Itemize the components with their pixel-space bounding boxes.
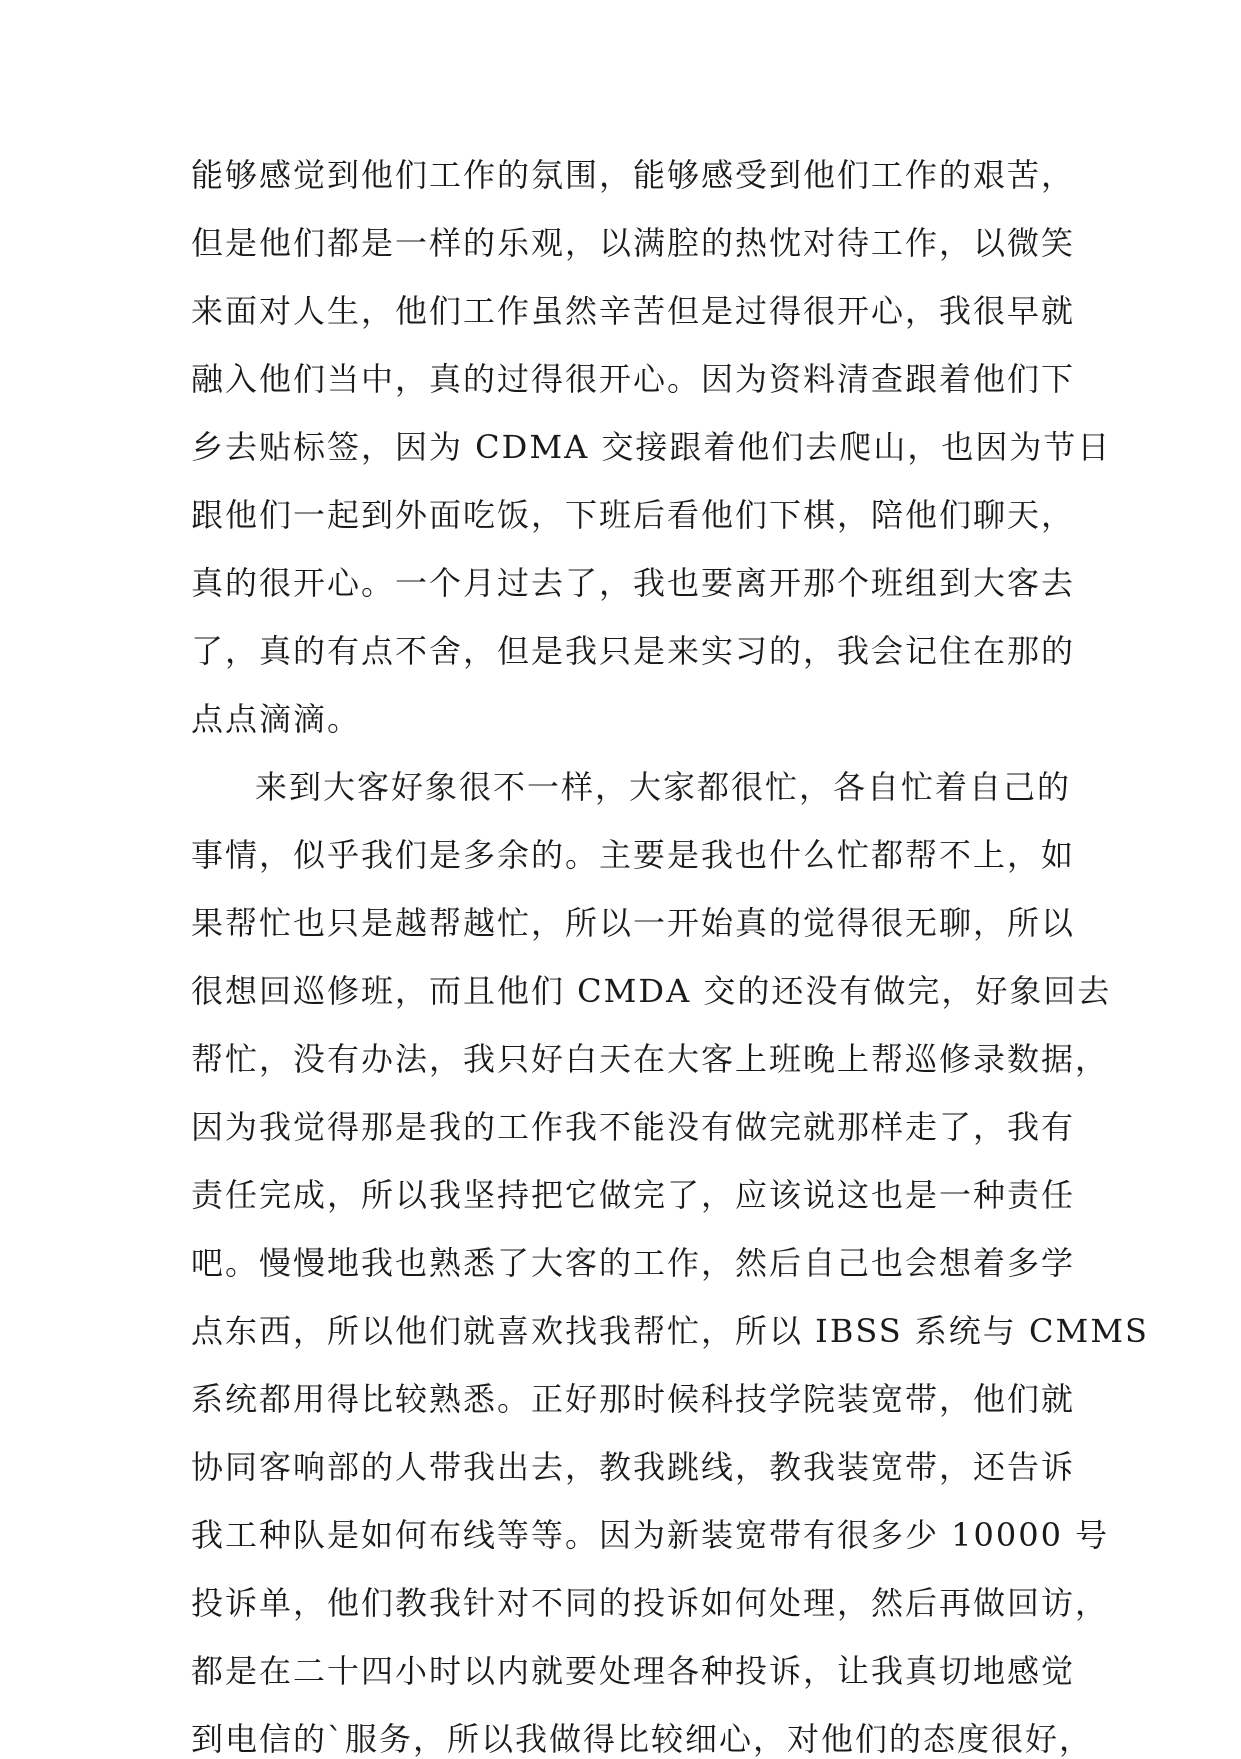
text-line: 但是他们都是一样的乐观，以满腔的热忱对待工作，以微笑	[191, 224, 1076, 262]
text-line: 点东西，所以他们就喜欢找我帮忙，所以 IBSS 系统与 CMMS	[191, 1312, 1149, 1350]
text-line: 吧。慢慢地我也熟悉了大客的工作，然后自己也会想着多学	[191, 1244, 1076, 1282]
text-line: 来面对人生，他们工作虽然辛苦但是过得很开心，我很早就	[191, 292, 1076, 330]
text-line: 事情，似乎我们是多余的。主要是我也什么忙都帮不上，如	[191, 836, 1076, 874]
text-line: 帮忙，没有办法，我只好白天在大客上班晚上帮巡修录数据，	[191, 1040, 1110, 1078]
text-line: 很想回巡修班，而且他们 CMDA 交的还没有做完，好象回去	[191, 972, 1112, 1010]
text-line: 系统都用得比较熟悉。正好那时候科技学院装宽带，他们就	[191, 1380, 1076, 1418]
text-line: 来到大客好象很不一样，大家都很忙，各自忙着自己的	[255, 768, 1072, 806]
text-line: 协同客响部的人带我出去，教我跳线，教我装宽带，还告诉	[191, 1448, 1076, 1486]
text-line: 责任完成，所以我坚持把它做完了，应该说这也是一种责任	[191, 1176, 1076, 1214]
text-line: 能够感觉到他们工作的氛围，能够感受到他们工作的艰苦，	[191, 156, 1076, 194]
text-line: 因为我觉得那是我的工作我不能没有做完就那样走了，我有	[191, 1108, 1076, 1146]
text-line: 了，真的有点不舍，但是我只是来实习的，我会记住在那的	[191, 632, 1076, 670]
text-line: 点点滴滴。	[191, 700, 362, 738]
text-line: 真的很开心。一个月过去了，我也要离开那个班组到大客去	[191, 564, 1076, 602]
text-line: 都是在二十四小时以内就要处理各种投诉，让我真切地感觉	[191, 1652, 1076, 1690]
text-line: 我工种队是如何布线等等。因为新装宽带有很多少 10000 号	[191, 1516, 1110, 1554]
text-line: 跟他们一起到外面吃饭，下班后看他们下棋，陪他们聊天，	[191, 496, 1076, 534]
text-line: 投诉单，他们教我针对不同的投诉如何处理，然后再做回访，	[191, 1584, 1110, 1622]
text-line: 到电信的`服务，所以我做得比较细心，对他们的态度很好，	[191, 1720, 1094, 1758]
text-line: 果帮忙也只是越帮越忙，所以一开始真的觉得很无聊，所以	[191, 904, 1076, 942]
text-line: 融入他们当中，真的过得很开心。因为资料清查跟着他们下	[191, 360, 1076, 398]
text-line: 乡去贴标签，因为 CDMA 交接跟着他们去爬山，也因为节日	[191, 428, 1112, 466]
